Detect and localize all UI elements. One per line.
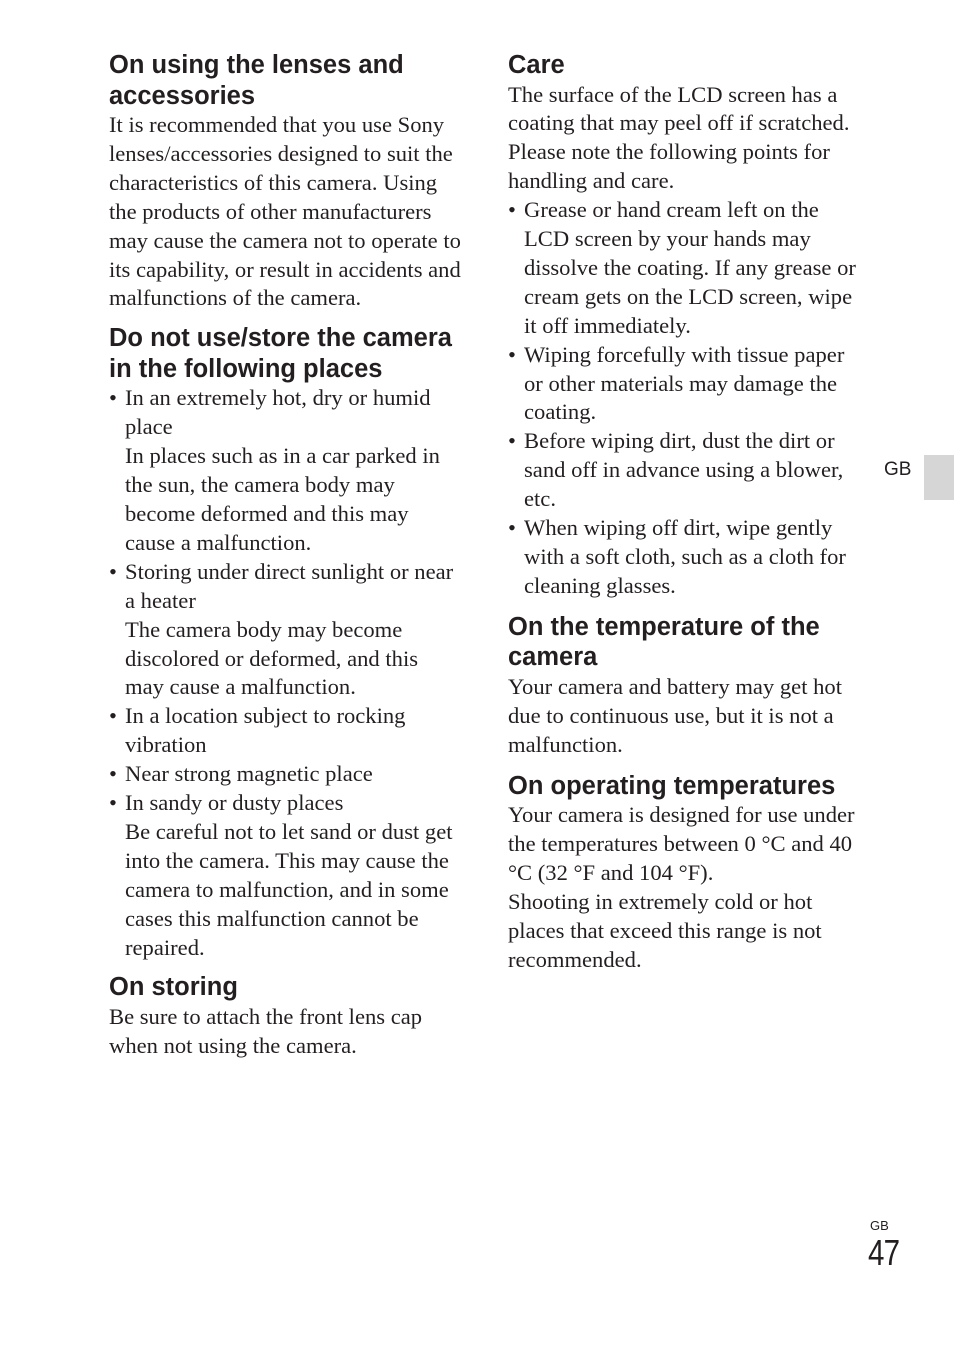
- list-item: [109, 702, 461, 760]
- list-item: • Wiping forcefully with tissue paper or other materials may damage the coating.: [508, 341, 860, 428]
- list-item: • Before wiping dirt, dust the dirt or sand off in advance using a blower, etc.: [508, 427, 860, 514]
- page-number: 47: [868, 1232, 900, 1273]
- section-heading: Care: [508, 51, 565, 79]
- list-item: [109, 558, 461, 703]
- list-item: [109, 384, 461, 557]
- section-body: The surface of the LCD screen has a coating that may peel off if scratched.: [508, 81, 850, 136]
- section-body: Shooting in extremely cold or hot places that exceed this range is not recommended.: [508, 888, 822, 972]
- section-care: [508, 50, 860, 601]
- section-heading: On storing: [109, 973, 238, 1002]
- list-item: • When wiping off dirt, wipe gently with a soft cloth, such as a cloth for cleaning glasses.: [508, 514, 860, 601]
- section-lenses: [109, 50, 461, 313]
- section-temperature: [508, 612, 860, 760]
- section-operating-temperatures: [508, 771, 860, 975]
- list-item: [109, 789, 461, 962]
- section-storing: [109, 972, 461, 1060]
- section-heading: Do not use/store the camera in the following places: [109, 324, 452, 383]
- bullet-list: [109, 384, 461, 962]
- section-places: [109, 323, 461, 962]
- section-body: It is recommended that you use Sony lenses/accessories designed to suit the characteristics of this camera. Using the products of other manufacturers may cause the camera not to operate to its capability, or result in accidents and malfunctions of the camera.: [109, 112, 461, 311]
- section-heading: On operating temperatures: [508, 771, 836, 800]
- section-body: Your camera and battery may get hot due to continuous use, but it is not a malfunction.: [508, 673, 842, 757]
- list-item: • Grease or hand cream left on the LCD screen by your hands may dissolve the coating. If any grease or cream gets on the LCD screen, wipe it off immediately.: [508, 196, 860, 341]
- list-item-detail: Be careful not to let sand or dust get into the camera. This may cause the camera to malfunction, and in some cases this malfunction cannot be repaired.: [125, 818, 453, 960]
- section-heading: On the temperature of the camera: [508, 612, 820, 672]
- list-item-detail: In places such as in a car parked in the sun, the camera body may become deformed and this may cause a malfunction.: [125, 443, 440, 555]
- bullet-list: [508, 196, 860, 601]
- section-body: Be sure to attach the front lens cap when not using the camera.: [109, 1003, 423, 1058]
- list-item-text: In a location subject to rocking vibration: [125, 703, 406, 758]
- side-tab-label: GB: [884, 459, 912, 480]
- list-item-text: Storing under direct sunlight or near a heater: [125, 558, 454, 613]
- list-item-text: Near strong magnetic place: [125, 761, 373, 787]
- page-region-label: GB: [870, 1218, 889, 1233]
- side-tab-marker: [924, 455, 954, 500]
- section-heading: On using the lenses and accessories: [109, 51, 404, 110]
- left-column: [109, 50, 461, 1071]
- list-item-detail: The camera body may become discolored or deformed, and this may cause a malfunction.: [125, 616, 419, 700]
- list-item-text: In sandy or dusty places: [125, 790, 344, 816]
- section-body: Your camera is designed for use under the temperatures between 0 °C and 40 °C (32 °F and 104 °F).: [508, 802, 855, 885]
- list-item: [109, 760, 461, 789]
- right-column: [508, 50, 860, 985]
- list-item-text: In an extremely hot, dry or humid place: [125, 385, 431, 440]
- section-body: Please note the following points for handling and care.: [508, 139, 830, 194]
